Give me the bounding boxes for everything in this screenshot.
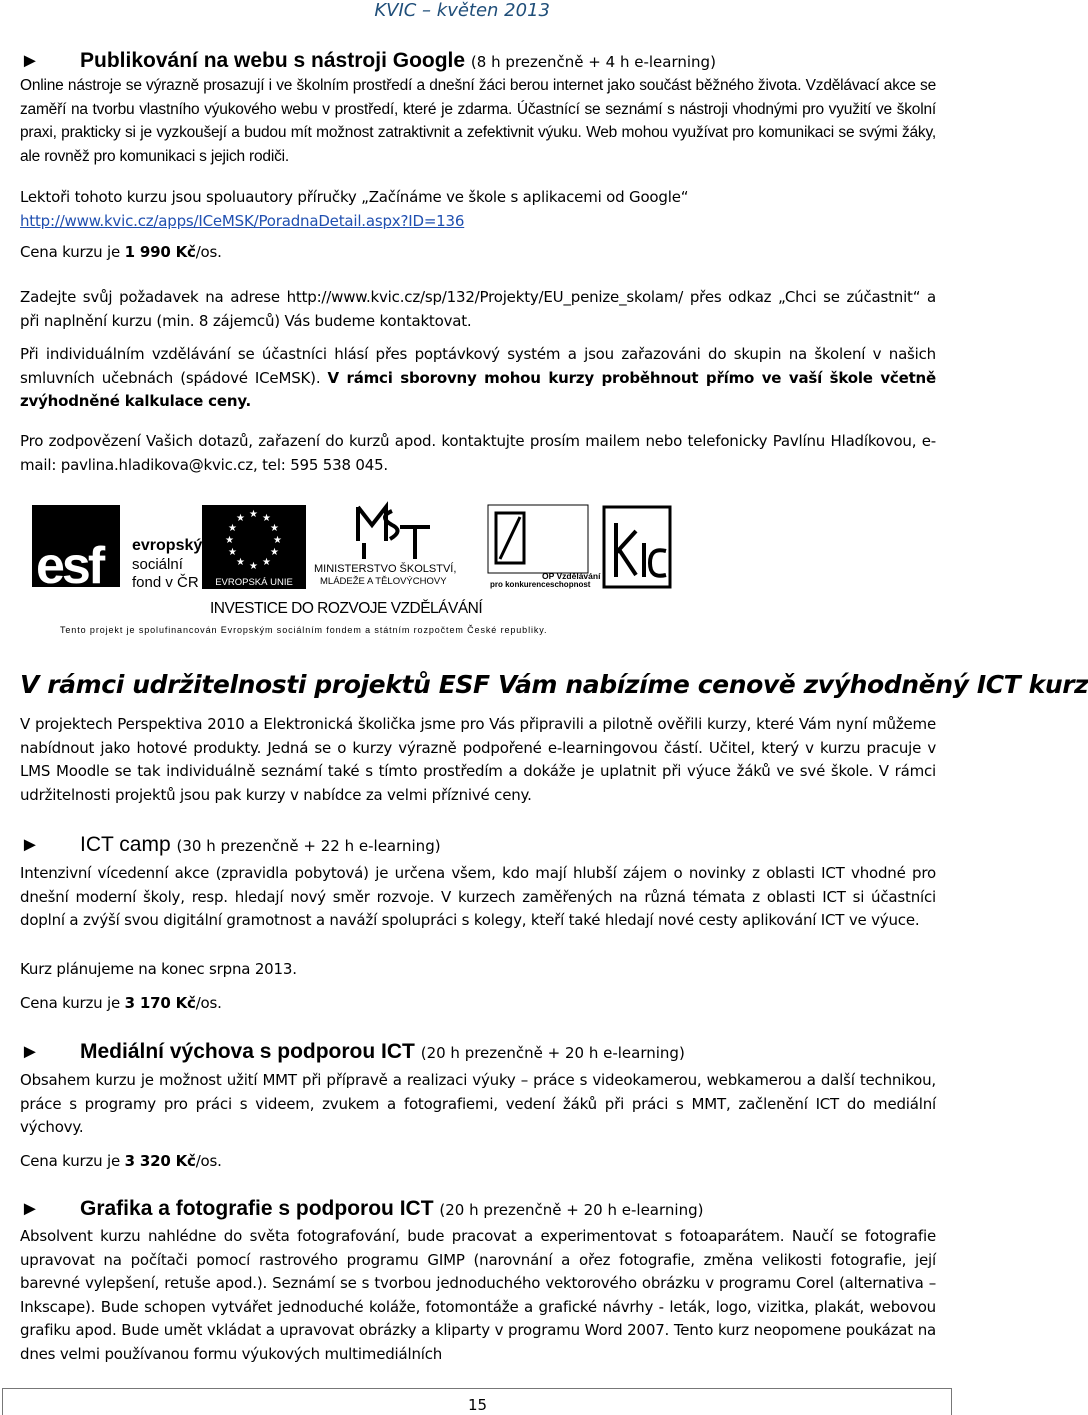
svg-text:★: ★ [270, 547, 279, 558]
price-value: 3 320 Kč [124, 1152, 196, 1170]
section-hours: (20 h prezenčně + 20 h e-learning) [439, 1201, 704, 1219]
svg-text:esf: esf [36, 537, 103, 595]
section-title: ICT camp [80, 833, 171, 856]
section-description: Intenzivní vícedenní akce (zpravidla pobytová) je určena všem, kdo mají hlubší zájem o novinky z oblasti ICT vhodné pro dnešní moderní školy, resp. hledají nový směr rozvoje. V kurzech zaměřených na různá témata z oblasti ICT si účastníci doplní a zvýší svou digitální gramotnost a naváží spolupráci s kolegy, kteří také hledají nové cesty aplikování ICT ve výuce. [20, 864, 936, 929]
section-title: Mediální výchova s podporou ICT [80, 1040, 415, 1063]
svg-text:★: ★ [262, 513, 271, 524]
section-hours: (30 h prezenčně + 22 h e-learning) [176, 837, 441, 855]
price-label: Cena kurzu je [20, 994, 125, 1012]
invest-slogan: INVESTICE DO ROZVOJE VZDĚLÁVÁNÍ [210, 600, 483, 617]
section-description: Absolvent kurzu nahlédne do světa fotografování, bude pracovat a experimentovat s fotoaparátem. Naučí se fotografie upravovat na počítači pomocí rastrového programu GIMP (narovnání a ořez fotografie, změna velikosti fotografie, její barevné vylepšení, retuše apod.). Seznámí se s tvorbou jednoduchého vektorového obrázku v programu Corel (alternativa – Inkscape). Bude schopen vytvářet jednoduché koláže, fotomontáže a grafické návrhy - leták, logo, vizitka, plakát, webovou grafiku apod. Bude umět vkládat a upravovat obrázky a kliparty v programu Word 2007. Tento kurz neopomene poukázat na dnes velmi používanou formu výukových multimediálních [20, 1227, 936, 1363]
individual-text: Při individuálním vzdělávání se účastníci hlásí přes poptávkový systém a jsou zařazováni do skupin na školení v našich smluvních učebnách (spádové ICeMSK). [20, 345, 936, 387]
section-heading-media [20, 1039, 936, 1066]
price-label: Cena kurzu je [20, 243, 125, 261]
section-hours: (20 h prezenčně + 20 h e-learning) [420, 1044, 685, 1062]
price-unit: /os. [195, 243, 222, 261]
schedule-note: Kurz plánujeme na konec srpna 2013. [20, 960, 297, 978]
bullet-arrow-icon: ► [20, 834, 40, 856]
esf-logos-strip [30, 503, 670, 643]
svg-text:pro konkurenceschopnost: pro konkurenceschopnost [490, 580, 591, 589]
section-heading-graphics [20, 1196, 936, 1223]
svg-text:MLÁDEŽE A TĚLOVÝCHOVY: MLÁDEŽE A TĚLOVÝCHOVY [320, 576, 447, 587]
section-description: Obsahem kurzu je možnost užití MMT při přípravě a realizaci výuky – práce s videokamerou, webkamerou a další technikou, práce s programy pro práci s videem, zvukem a fotografiemi, vedení žáků při práci s MMT, začlenění ICT do mediální výchovy. [20, 1071, 936, 1136]
price-unit: /os. [195, 1152, 222, 1170]
section-heading-ict-camp [20, 832, 936, 859]
svg-text:★: ★ [225, 535, 234, 546]
svg-text:★: ★ [262, 557, 271, 568]
price-unit: /os. [195, 994, 222, 1012]
svg-text:EVROPSKÁ UNIE: EVROPSKÁ UNIE [215, 577, 293, 588]
section-title: Publikování na webu s nástroji Google [80, 49, 466, 72]
svg-text:evropský: evropský [132, 537, 203, 554]
bullet-arrow-icon: ► [20, 50, 40, 72]
bullet-arrow-icon: ► [20, 1198, 40, 1220]
svg-text:★: ★ [228, 523, 237, 534]
kvic-logo [604, 507, 670, 587]
lecturers-text: Lektoři tohoto kurzu jsou spoluautory příručky „Začínáme ve škole s aplikacemi od Google“ [20, 188, 689, 206]
svg-text:sociální: sociální [132, 556, 183, 573]
bullet-arrow-icon: ► [20, 1041, 40, 1063]
request-paragraph: Zadejte svůj požadavek na adrese http://www.kvic.cz/sp/132/Projekty/EU_penize_skolam/ přes odkaz „Chci se zúčastnit“ a při naplnění kurzu (min. 8 zájemců) Vás budeme kontaktovat. [20, 288, 936, 330]
price-line [20, 1150, 936, 1174]
lecturers-paragraph [20, 186, 936, 233]
main-heading: V rámci udržitelnosti projektů ESF Vám nabízíme cenově zvýhodněný ICT kurz [20, 670, 1088, 699]
page-number: 15 [468, 1396, 488, 1414]
svg-text:★: ★ [236, 513, 245, 524]
svg-text:★: ★ [236, 557, 245, 568]
svg-text:★: ★ [273, 535, 282, 546]
cofund-note: Tento projekt je spolufinancován Evropským sociálním fondem a státním rozpočtem České republiky. [60, 625, 548, 635]
price-value: 1 990 Kč [124, 243, 196, 261]
svg-text:★: ★ [228, 547, 237, 558]
msmt-logo [314, 507, 456, 587]
price-line [20, 241, 936, 265]
eu-flag-logo [202, 505, 306, 589]
intro-paragraph: V projektech Perspektiva 2010 a Elektronická školička jsme pro Vás připravili a pilotně ověřili kurzy, které Vám nyní můžeme nabídnout jako hotové produkty. Jedná se o kurzy výrazně podpořené e-learningovou částí. Učitel, který v kurzu pracuje v LMS Moodle se tak individuálně seznámí také s tímto prostředím a dokáže je uplatnit při výuce žáků ve své škole. V rámci udržitelnosti projektů jsou pak kurzy v nabídce za velmi příznivé ceny. [20, 715, 936, 804]
page-header: KVIC – květen 2013 [374, 0, 550, 21]
svg-text:★: ★ [270, 523, 279, 534]
section-hours: (8 h prezenčně + 4 h e-learning) [470, 53, 716, 71]
op-logo [488, 505, 601, 589]
price-line [20, 992, 936, 1016]
individual-bold-text: V rámci sborovny mohou kurzy proběhnout přímo ve vaší škole včetně zvýhodněné kalkulace ceny. [20, 368, 936, 410]
svg-text:fond v ČR: fond v ČR [132, 574, 199, 591]
section-heading-google [20, 48, 936, 75]
individual-paragraph [20, 343, 936, 414]
esf-logo [32, 505, 202, 595]
price-value: 3 170 Kč [124, 994, 196, 1012]
svg-text:★: ★ [249, 561, 258, 572]
section-title: Grafika a fotografie s podporou ICT [80, 1197, 434, 1220]
svg-text:★: ★ [249, 509, 258, 520]
svg-text:MINISTERSTVO ŠKOLSTVÍ,: MINISTERSTVO ŠKOLSTVÍ, [314, 563, 457, 575]
contact-paragraph: Pro zodpovězení Vašich dotazů, zařazení do kurzů apod. kontaktujte prosím mailem nebo telefonicky Pavlínu Hladíkovou, e-mail: pavlina.hladikova@kvic.cz, tel: 595 538 045. [20, 432, 936, 474]
svg-text:OP Vzdělávání: OP Vzdělávání [542, 571, 601, 581]
price-label: Cena kurzu je [20, 1152, 125, 1170]
section-description: Online nástroje se výrazně prosazují i ve školním prostředí a dnešní žáci berou internet jako součást běžného života. Vzdělávací akce se zaměří na tvorbu vlastního výukového webu v prostředí, které je zdarma. Účastnící se seznámí s nástroji vhodnými pro využití ve školní praxi, prakticky si je vyzkoušejí a budou mít možnost zatraktivnit a zefektivnit výuku. Web mohou využívat pro komunikaci se svými žáky, ale rovněž pro komunikaci s jejich rodiči. [20, 77, 936, 165]
guide-link[interactable]: http://www.kvic.cz/apps/ICeMSK/PoradnaDetail.aspx?ID=136 [20, 211, 465, 230]
